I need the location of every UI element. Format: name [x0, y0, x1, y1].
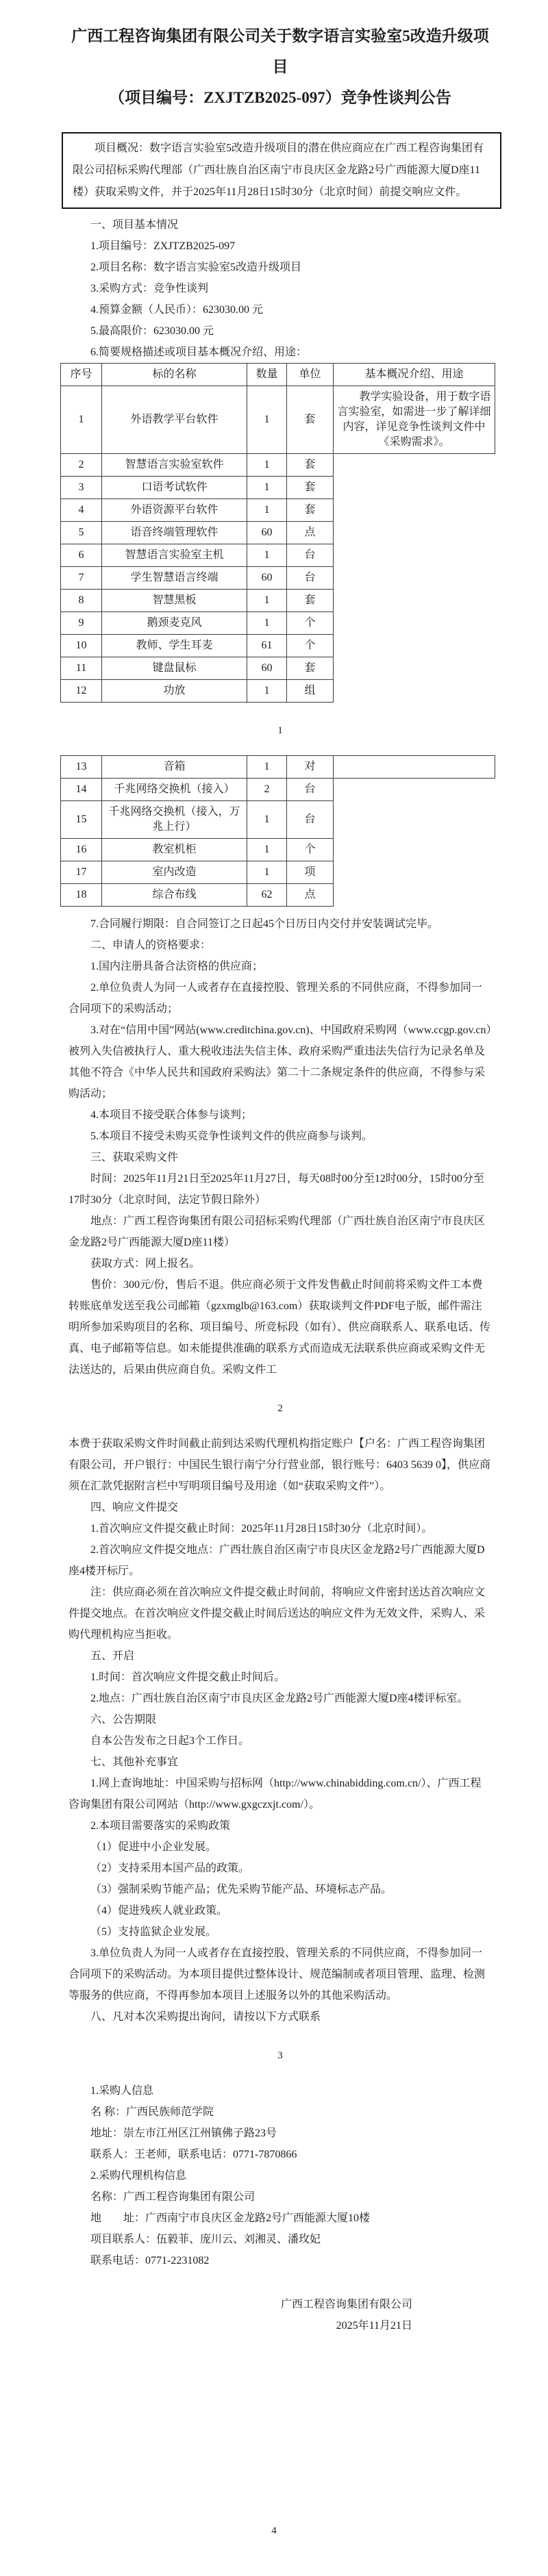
paragraph: 3.对在“信用中国”网站(www.creditchina.gov.cn)、中国政府采购网（www.ccgp.gov.cn）被列入失信被执行人、重大税收违法失信主体、政府采购严重违法失信行为记录名单及其他不符合《中华人民共和国政府采购法》第二十二条规定条件的供应商，不得参与采购活动；: [68, 1024, 492, 1100]
table-cell: 外语教学平台软件: [102, 386, 247, 454]
paragraph: 2.本项目需要落实的采购政策: [90, 1820, 231, 1832]
table-cell: 1: [247, 612, 287, 635]
paragraph: 六、公告期限: [90, 1714, 157, 1726]
table-cell: 个: [287, 635, 334, 657]
page-title-line-2: （项目编号：ZXJTZB2025-097）竞争性谈判公告: [109, 89, 451, 106]
paragraph: 7.合同履行期限：自合同签订之日起45个日历日内交付并安装调试完毕。: [90, 918, 439, 930]
table-cell: 对: [287, 756, 334, 779]
table-cell: 个: [287, 839, 334, 861]
table-row: [61, 756, 495, 779]
table-row: [61, 657, 495, 680]
page-number-3: 3: [277, 2050, 283, 2061]
table-row: [61, 590, 495, 612]
table-cell: 套: [287, 386, 334, 454]
table-cell: 智慧语言实验室主机: [102, 544, 247, 567]
table-cell: 17: [61, 861, 102, 884]
table-cell: 16: [61, 839, 102, 861]
page-number-2: 2: [277, 1403, 283, 1414]
paragraph: 5.本项目不接受未购买竞争性谈判文件的供应商参与谈判。: [90, 1131, 373, 1142]
table-cell: 4: [61, 499, 102, 522]
table-cell: 台: [287, 567, 334, 590]
table-header-cell: 基本概况介绍、用途: [334, 364, 495, 386]
table-header-cell: 序号: [61, 364, 102, 386]
table-cell: 1: [247, 386, 287, 454]
table-cell: 60: [247, 657, 287, 680]
continuation-paragraph: 本费于获取采购文件时间截止前到达采购代理机构指定账户【户名：广西工程咨询集团有限公司，开户银行：中国民生银行南宁分行营业部，银行账号：6403 5639 0】，供应商须在汇款凭据附言栏中写明项目编号及用途（如“获取采购文件”）。: [68, 1438, 491, 1492]
paragraph: 二、申请人的资格要求：: [90, 939, 212, 951]
signature-org: 广西工程咨询集团有限公司: [280, 2299, 412, 2310]
paragraph: （5）支持监狱企业发展。: [90, 1926, 217, 1938]
table-cell: 项: [287, 861, 334, 884]
paragraph: 5.最高限价：623030.00 元: [90, 325, 214, 337]
project-overview-box: [62, 132, 501, 209]
paragraph: 1.项目编号：ZXJTZB2025-097: [90, 240, 236, 252]
paragraph: 注：供应商必须在首次响应文件提交截止时间前，将响应文件密封送达首次响应文件提交地点。在首次响应文件提交截止时间后送达的响应文件为无效文件，采购人、采购代理机构应当拒收。: [68, 1587, 486, 1641]
items-table-part-1: [60, 363, 495, 703]
page-title-line-1: 广西工程咨询集团有限公司关于数字语言实验室5改造升级项目: [71, 27, 489, 75]
signature-date: 2025年11月21日: [336, 2320, 412, 2332]
paragraph: 名称：广西工程咨询集团有限公司: [90, 2191, 256, 2203]
table-row: [61, 544, 495, 567]
table-row: [61, 386, 495, 454]
table-row: [61, 839, 495, 861]
paragraph: 4.预算金额（人民币）：623030.00 元: [90, 304, 264, 316]
table-cell: 套: [287, 477, 334, 499]
paragraph: 2.采购代理机构信息: [90, 2170, 187, 2182]
table-cell: 60: [247, 567, 287, 590]
table-cell: 智慧语言实验室软件: [102, 454, 247, 477]
table-cell: 61: [247, 635, 287, 657]
table-cell: 室内改造: [102, 861, 247, 884]
paragraph: 1.首次响应文件提交截止时间：2025年11月28日15时30分（北京时间）。: [90, 1523, 433, 1535]
table-cell: 62: [247, 884, 287, 907]
table-cell: 套: [287, 657, 334, 680]
table-cell: 点: [287, 884, 334, 907]
table-cell: 千兆网络交换机（接入）: [102, 779, 247, 801]
page-number-1: 1: [277, 725, 283, 736]
table-row: [61, 499, 495, 522]
paragraph: （3）强制采购节能产品；优先采购节能产品、环境标志产品。: [90, 1884, 393, 1895]
body-block-c: [68, 2080, 492, 2271]
table-cell: 教师、学生耳麦: [102, 635, 247, 657]
table-row: [61, 680, 495, 703]
paragraph: 3.单位负责人为同一人或者存在直接控股、管理关系的不同供应商，不得参加同一合同项下的采购活动。为本项目提供过整体设计、规范编制或者项目管理、监理、检测等服务的供应商，不得再参加本项目上述服务以外的其他采购活动。: [68, 1947, 486, 2002]
table-cell: 学生智慧语言终端: [102, 567, 247, 590]
table-description-cell: 教学实验设备，用于数字语言实验室，如需进一步了解详细内容，详见竞争性谈判文件中《采购需求》。: [334, 386, 495, 454]
table-cell: 音箱: [102, 756, 247, 779]
paragraph: 七、其他补充事宜: [90, 1756, 179, 1768]
body-block-a: [68, 913, 492, 1380]
table-description-cell-empty: [334, 756, 495, 779]
table-row: [61, 567, 495, 590]
table-cell: 组: [287, 680, 334, 703]
table-row: [61, 861, 495, 884]
paragraph: 2.项目名称：数字语言实验室5改造升级项目: [90, 262, 302, 273]
table-cell: 1: [247, 756, 287, 779]
table-cell: 10: [61, 635, 102, 657]
paragraph: 售价：300元/份，售后不退。供应商必须于文件发售截止时间前将采购文件工本费转账底单发送至我公司邮箱（gzxmglb@163.com）获取谈判文件PDF电子版，邮件需注明所参加采购项目的名称、项目编号、所竞标段（如有）、供应商联系人、联系电话、传真、电子邮箱等信息。如未能提供准确的联系方式而造成无法联系供应商或采购文件无法送达的，后果由供应商自负。采购文件工: [68, 1279, 491, 1376]
paragraph: 地 址：广西南宁市良庆区金龙路2号广西能源大厦10楼: [90, 2212, 371, 2224]
table-cell: 60: [247, 522, 287, 544]
table-cell: 综合布线: [102, 884, 247, 907]
paragraph: （4）促进残疾人就业政策。: [90, 1905, 228, 1917]
table-row: [61, 884, 495, 907]
paragraph: 3.采购方式：竞争性谈判: [90, 283, 209, 294]
table-header-row: [61, 364, 495, 386]
table-cell: 套: [287, 454, 334, 477]
table-header-cell: 标的名称: [102, 364, 247, 386]
paragraph: 2.地点：广西壮族自治区南宁市良庆区金龙路2号广西能源大厦D座4楼评标室。: [90, 1693, 469, 1704]
paragraph: 4.本项目不接受联合体参与谈判；: [90, 1109, 253, 1121]
paragraph: 1.时间：首次响应文件提交截止时间后。: [90, 1671, 286, 1683]
paragraph: 地点：广西工程咨询集团有限公司招标采购代理部（广西壮族自治区南宁市良庆区金龙路2号广西能源大厦D座11楼）: [68, 1215, 486, 1248]
table-cell: 3: [61, 477, 102, 499]
section-1-heading: 一、项目基本情况: [90, 219, 179, 231]
table-cell: 18: [61, 884, 102, 907]
table-cell: 个: [287, 612, 334, 635]
paragraph: 名 称：广西民族师范学院: [90, 2106, 214, 2118]
table-cell: 13: [61, 756, 102, 779]
table-cell: 台: [287, 544, 334, 567]
table-cell: 1: [61, 386, 102, 454]
table-cell: 千兆网络交换机（接入，万兆上行）: [102, 801, 247, 839]
table-cell: 2: [61, 454, 102, 477]
paragraph: 1.国内注册具备合法资格的供应商；: [90, 961, 264, 972]
table-cell: 口语考试软件: [102, 477, 247, 499]
table-row: [61, 522, 495, 544]
table-cell: 1: [247, 477, 287, 499]
table-cell: 1: [247, 861, 287, 884]
body-block-b: [68, 1497, 492, 2028]
table-row: [61, 612, 495, 635]
paragraph: 1.采购人信息: [90, 2085, 154, 2097]
table-cell: 1: [247, 499, 287, 522]
table-cell: 1: [247, 544, 287, 567]
paragraph: （2）支持采用本国产品的政策。: [90, 1862, 250, 1874]
table-row: [61, 635, 495, 657]
paragraph: 联系电话：0771-2231082: [90, 2255, 210, 2266]
table-cell: 功放: [102, 680, 247, 703]
table-cell: 5: [61, 522, 102, 544]
paragraph: 1.网上查询地址：中国采购与招标网（http://www.chinabidding.com.cn/）、广西工程咨询集团有限公司网站（http://www.gxgczxjt.com/）。: [68, 1778, 482, 1810]
table-cell: 教室机柜: [102, 839, 247, 861]
paragraph: 地址：崇左市江州区江州镇佛子路23号: [90, 2127, 277, 2139]
table-cell: 1: [247, 839, 287, 861]
project-overview-text: 项目概况：数字语言实验室5改造升级项目的潜在供应商应在广西工程咨询集团有限公司招标采购代理部（广西壮族自治区南宁市良庆区金龙路2号广西能源大厦D座11楼）获取采购文件，并于2025年11月28日15时30分（北京时间）前提交响应文件。: [73, 142, 484, 198]
table-row: [61, 477, 495, 499]
table-cell: 鹅颈麦克风: [102, 612, 247, 635]
paragraph: 自本公告发布之日起3个工作日。: [90, 1735, 250, 1747]
paragraph: 项目联系人：伍毅菲、庞川云、刘湘灵、潘玫妃: [90, 2234, 321, 2245]
table-row: [61, 779, 495, 801]
page-number-4: 4: [271, 2525, 277, 2536]
paragraph: 八、凡对本次采购提出询问，请按以下方式联系: [90, 2011, 321, 2023]
table-cell: 14: [61, 779, 102, 801]
table-cell: 键盘鼠标: [102, 657, 247, 680]
table-cell: 套: [287, 499, 334, 522]
table-row: [61, 801, 495, 839]
items-table-part-2: [60, 755, 495, 907]
table-cell: 套: [287, 590, 334, 612]
section-1-items: [68, 236, 492, 363]
paragraph: 时间：2025年11月21日至2025年11月27日，每天08时00分至12时00分，15时00分至17时30分（北京时间，法定节假日除外）: [68, 1173, 484, 1206]
table-cell: 点: [287, 522, 334, 544]
table-cell: 1: [247, 680, 287, 703]
table-cell: 11: [61, 657, 102, 680]
table-cell: 9: [61, 612, 102, 635]
paragraph: （1）促进中小企业发展。: [90, 1841, 217, 1853]
table-header-cell: 单位: [287, 364, 334, 386]
paragraph: 四、响应文件提交: [90, 1502, 179, 1513]
table-cell: 2: [247, 779, 287, 801]
table-cell: 外语资源平台软件: [102, 499, 247, 522]
table-row: [61, 454, 495, 477]
table-cell: 7: [61, 567, 102, 590]
table-cell: 1: [247, 454, 287, 477]
table-cell: 15: [61, 801, 102, 839]
table-cell: 台: [287, 779, 334, 801]
table-header-cell: 数量: [247, 364, 287, 386]
table-cell: 台: [287, 801, 334, 839]
paragraph: 6.简要规格描述或项目基本概况介绍、用途：: [90, 346, 308, 358]
table-cell: 智慧黑板: [102, 590, 247, 612]
paragraph: 2.首次响应文件提交地点：广西壮族自治区南宁市良庆区金龙路2号广西能源大厦D座4楼开标厅。: [68, 1544, 485, 1577]
table-cell: 1: [247, 801, 287, 839]
paragraph: 获取方式：网上报名。: [90, 1258, 201, 1270]
signature-block: [68, 2294, 492, 2336]
paragraph: 五、开启: [90, 1650, 135, 1662]
paragraph: 2.单位负责人为同一人或者存在直接控股、管理关系的不同供应商，不得参加同一合同项下的采购活动；: [68, 982, 483, 1015]
table-cell: 8: [61, 590, 102, 612]
table-cell: 6: [61, 544, 102, 567]
paragraph: 三、获取采购文件: [90, 1152, 179, 1163]
table-cell: 语音终端管理软件: [102, 522, 247, 544]
table-cell: 12: [61, 680, 102, 703]
paragraph: 联系人：王老师，联系电话：0771-7870866: [90, 2149, 297, 2160]
table-cell: 1: [247, 590, 287, 612]
